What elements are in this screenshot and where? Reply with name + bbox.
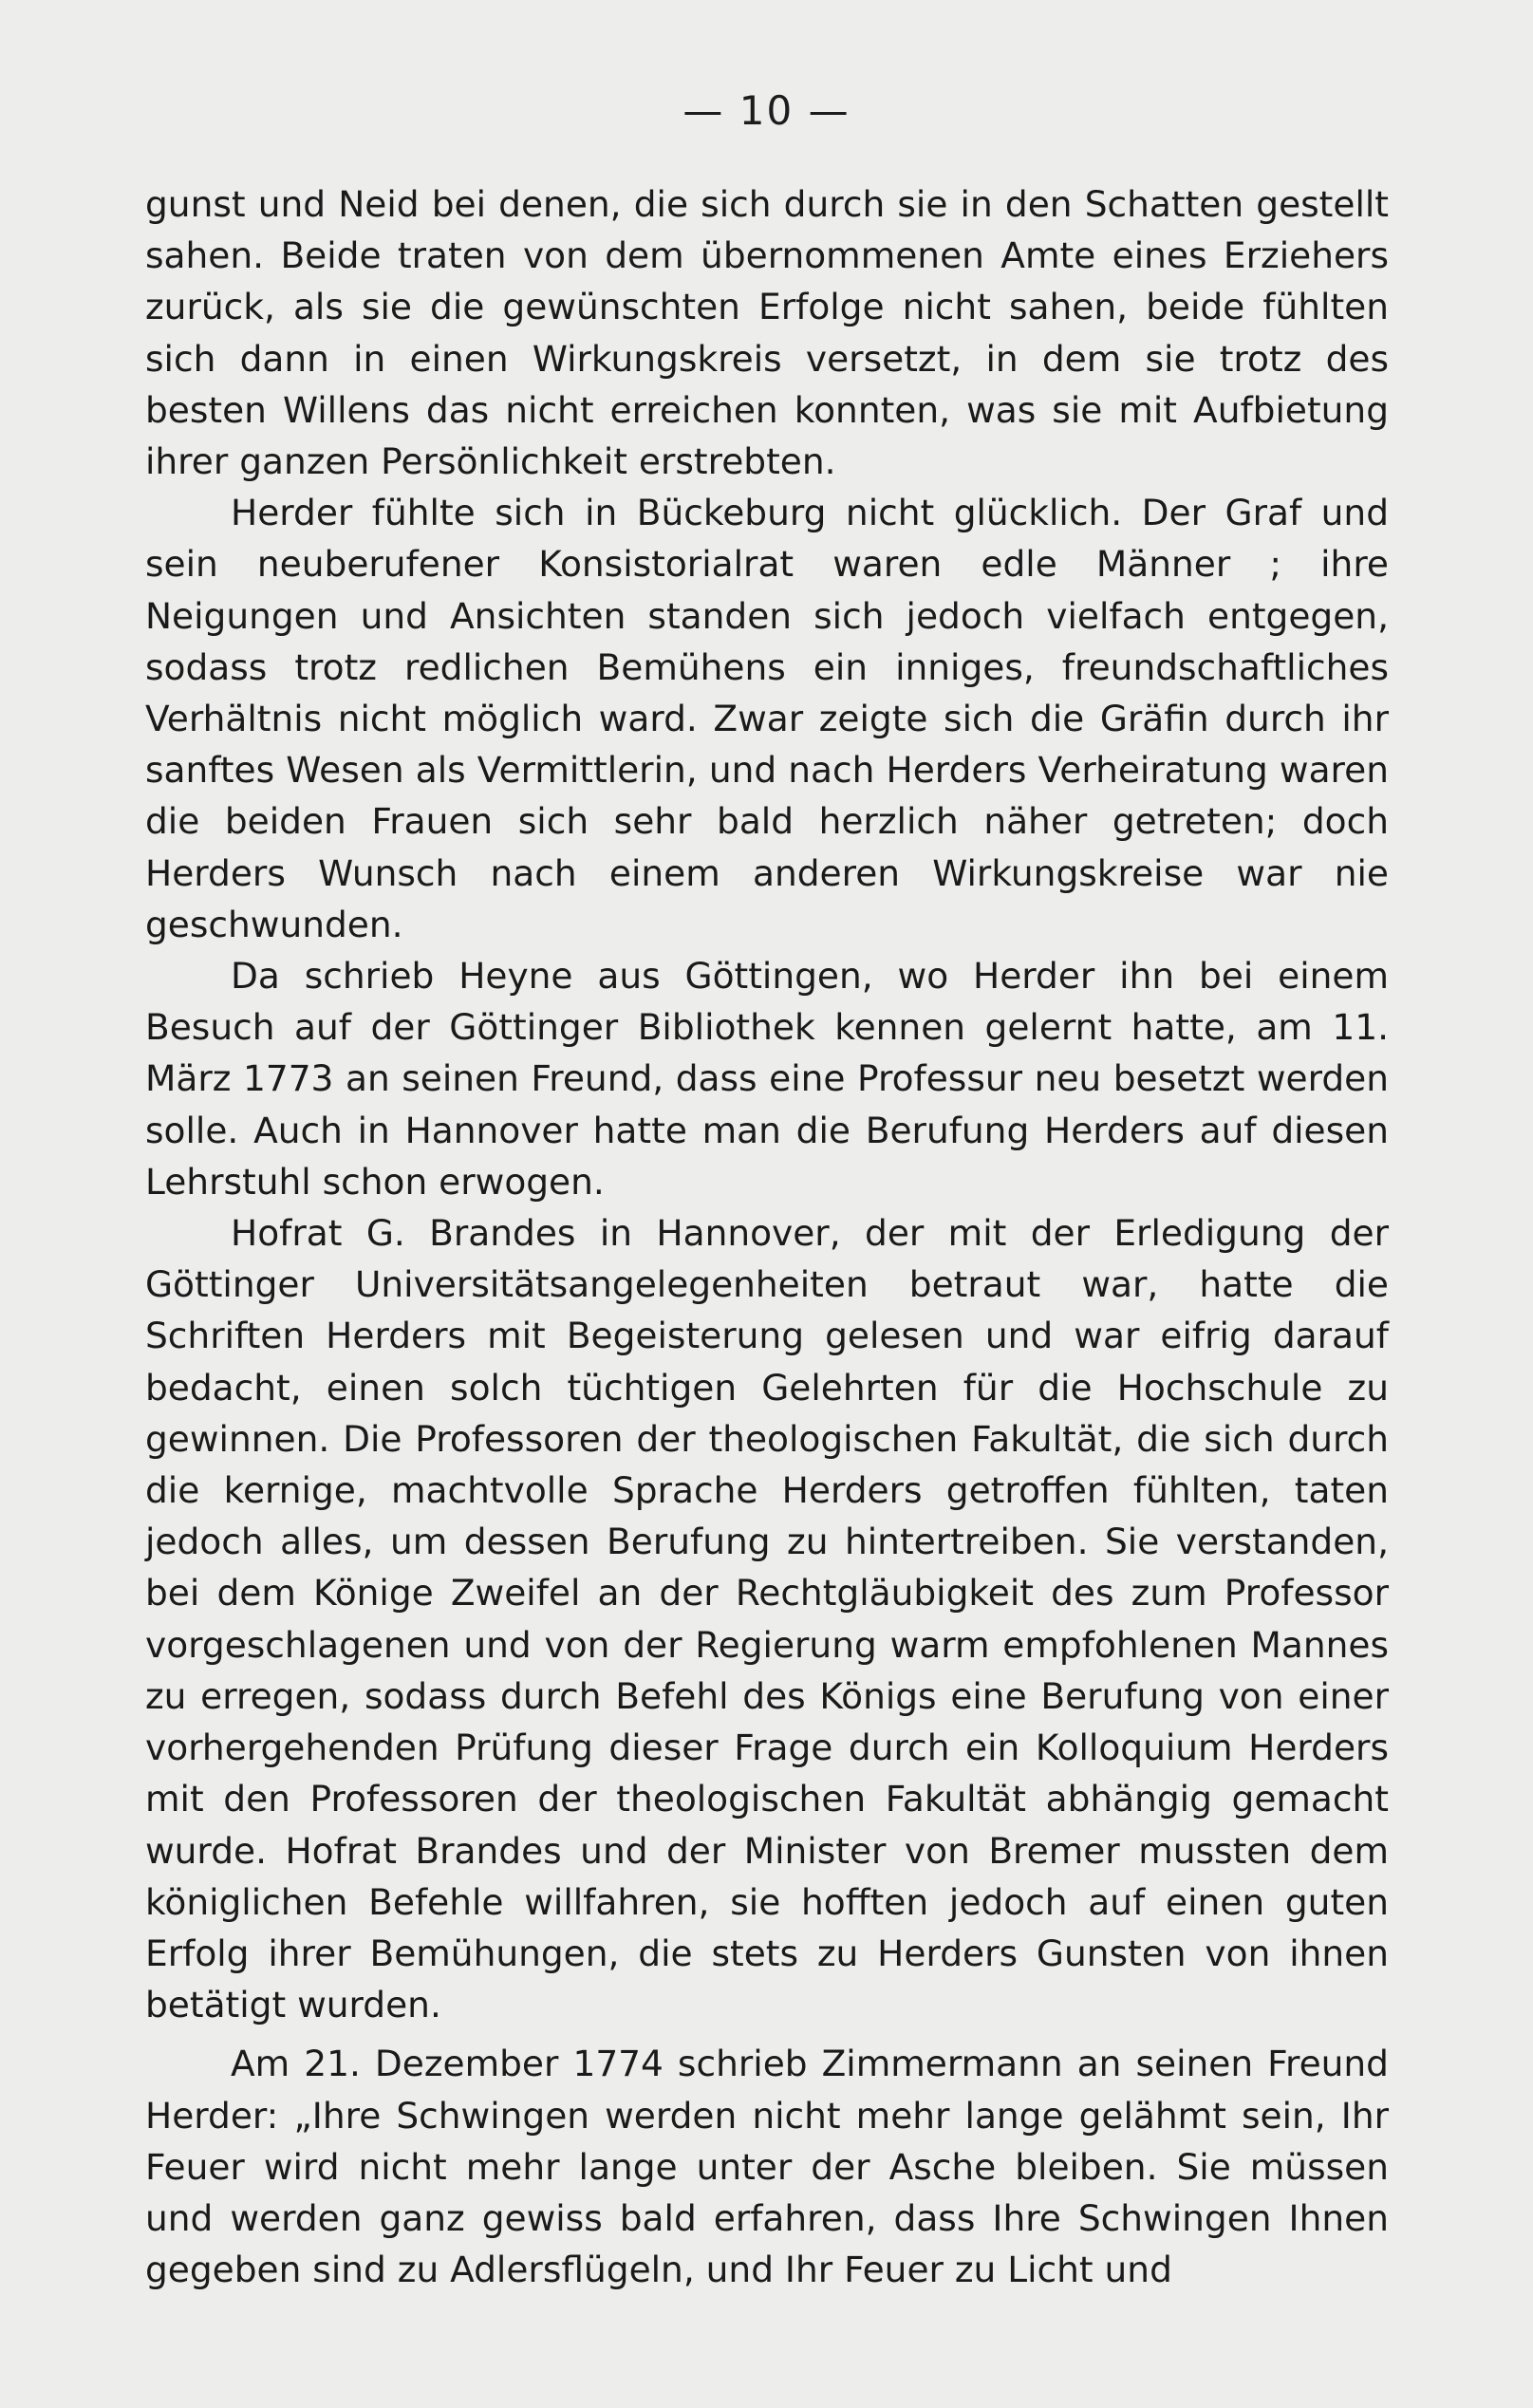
paragraph: gunst und Neid bei denen, die sich durch sie in den Schatten gestellt sahen. Beide traten von dem übernommenen Amte eines Erziehers zurück, als sie die gewünschten Erfolge nicht sahen, beide fühlten sich dann in einen Wirkungskreis versetzt, in dem sie trotz des besten Willens das nicht erreichen konnten, was sie mit Aufbietung ihrer ganzen Persönlichkeit erstrebten.	[145, 183, 1389, 483]
page-number: — 10 —	[682, 87, 851, 134]
body-text	[145, 178, 1389, 2295]
paragraph: Hofrat G. Brandes in Hannover, der mit der Erledigung der Göttinger Universitätsangelegenheiten betraut war, hatte die Schriften Herders mit Begeisterung gelesen und war eifrig darauf bedacht, einen solch tüchtigen Gelehrten für die Hochschule zu gewinnen. Die Professoren der theologischen Fakultät, die sich durch die kernige, machtvolle Sprache Herders getroffen fühlten, taten jedoch alles, um dessen Berufung zu hintertreiben. Sie verstanden, bei dem Könige Zweifel an der Rechtgläubigkeit des zum Professor vorgeschlagenen und von der Regierung warm empfohlenen Mannes zu erregen, sodass durch Befehl des Königs eine Berufung von einer vorhergehenden Prüfung dieser Frage durch ein Kolloquium Herders mit den Professoren der theologischen Fakultät abhängig gemacht wurde. Hofrat Brandes und der Minister von Bremer mussten dem königlichen Befehle willfahren, sie hofften jedoch auf einen guten Erfolg ihrer Bemühungen, die stets zu Herders Gunsten von ihnen betätigt wurden.	[145, 1212, 1389, 2026]
paragraph: Da schrieb Heyne aus Göttingen, wo Herder ihn bei einem Besuch auf der Göttinger Bibliothek kennen gelernt hatte, am 11. März 1773 an seinen Freund, dass eine Professur neu besetzt werden solle. Auch in Hannover hatte man die Berufung Herders auf diesen Lehrstuhl schon erwogen.	[145, 955, 1389, 1203]
paragraph: Am 21. Dezember 1774 schrieb Zimmermann an seinen Freund Herder: „Ihre Schwingen werden nicht mehr lange gelähmt sein, Ihr Feuer wird nicht mehr lange unter der Asche bleiben. Sie müssen und werden ganz gewiss bald erfahren, dass Ihre Schwingen Ihnen gegeben sind zu Adlersflügeln, und Ihr Feuer zu Licht und	[145, 2043, 1389, 2291]
paragraph: Herder fühlte sich in Bückeburg nicht glücklich. Der Graf und sein neuberufener Konsistorialrat waren edle Männer ; ihre Neigungen und Ansichten standen sich jedoch vielfach entgegen, sodass trotz redlichen Bemühens ein inniges, freundschaftliches Verhältnis nicht möglich ward. Zwar zeigte sich die Gräfin durch ihr sanftes Wesen als Vermittlerin, und nach Herders Verheiratung waren die beiden Frauen sich sehr bald herzlich näher getreten; doch Herders Wunsch nach einem anderen Wirkungskreise war nie geschwunden.	[145, 492, 1389, 945]
